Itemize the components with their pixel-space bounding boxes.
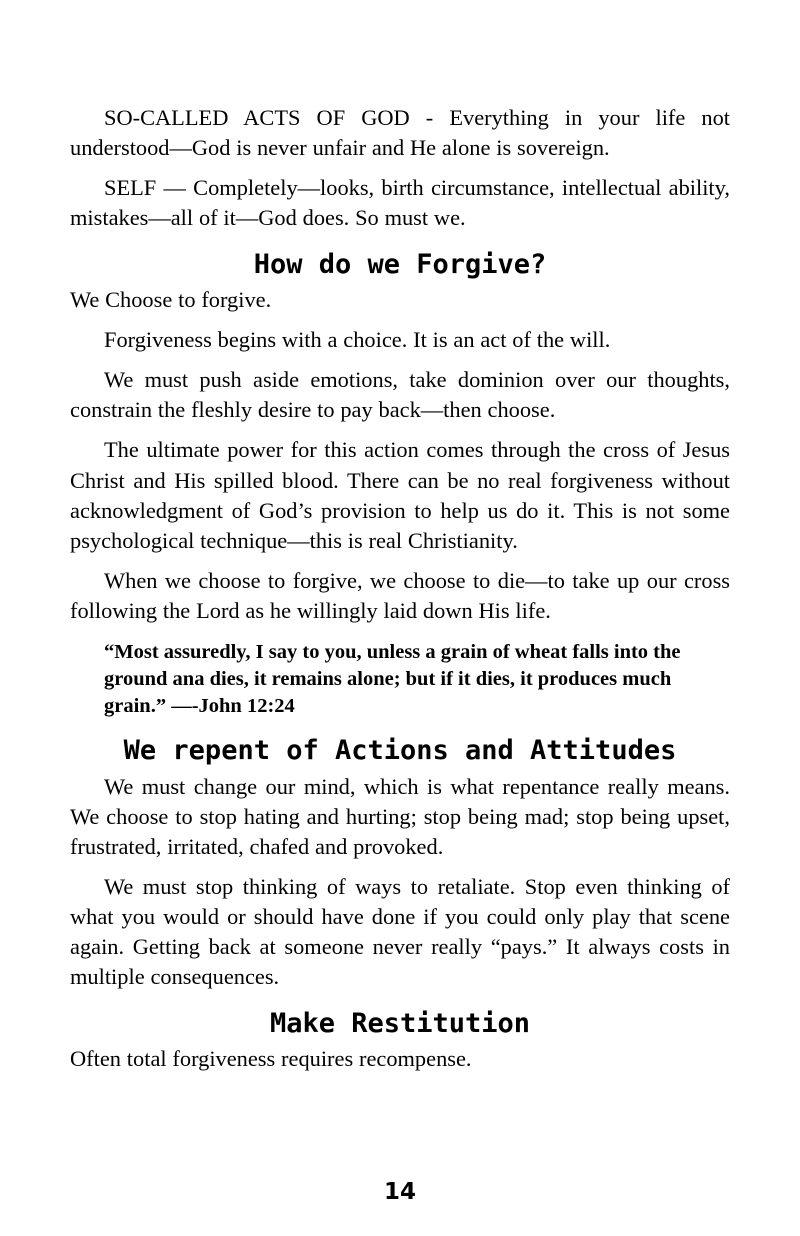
blockquote-john-12-24: “Most assuredly, I say to you, unless a grain of wheat falls into the ground ana dies, it remains alone; but if it dies, it produces much grain.” —-John 12:24 — [104, 641, 681, 718]
paragraph-when-we-choose: When we choose to forgive, we choose to die—to take up our cross following the Lord as he willingly laid down His life. — [70, 567, 730, 624]
paragraph-acts-of-god: SO-CALLED ACTS OF GOD - Everything in your life not understood—God is never unfair and He alone is sovereign. — [70, 105, 730, 161]
heading-spacer — [70, 993, 730, 1008]
heading-spacer — [70, 720, 730, 735]
paragraph-ultimate-power: The ultimate power for this action comes through the cross of Jesus Christ and His spilled blood. There can be no real forgiveness without acknowledgment of God’s provision to help us do it. This is not some psychological technique—this is real Christianity. — [70, 437, 730, 553]
paragraph-spacer — [70, 163, 730, 173]
paragraph-spacer — [70, 862, 730, 872]
heading-spacer — [70, 234, 730, 249]
paragraph-spacer — [70, 355, 730, 365]
paragraph-we-choose: We Choose to forgive. — [70, 286, 272, 312]
page-number: 14 — [383, 1179, 416, 1205]
heading-make-restitution: Make Restitution — [269, 1007, 531, 1039]
paragraph-spacer — [70, 315, 730, 325]
paragraph-spacer — [70, 425, 730, 435]
quote-spacer — [70, 626, 730, 639]
paragraph-often-total-forgiveness: Often total forgiveness requires recompense. — [70, 1045, 472, 1071]
heading-how-do-we-forgive: How do we Forgive? — [253, 248, 547, 280]
paragraph-self: SELF — Completely—looks, birth circumstance, intellectual ability, mistakes—all of it—God does. So must we. — [70, 175, 730, 231]
paragraph-stop-thinking-retaliate: We must stop thinking of ways to retaliate. Stop even thinking of what you would or should have done if you could only play that scene again. Getting back at someone never really “pays.” It always costs in multiple consequences. — [70, 874, 730, 990]
heading-we-repent-of-actions-and-attitudes: We repent of Actions and Attitudes — [123, 735, 677, 767]
page-text-column — [70, 103, 730, 1074]
paragraph-push-aside-emotions: We must push aside emotions, take dominion over our thoughts, constrain the fleshly desire to pay back—then choose. — [70, 367, 730, 423]
paragraph-change-our-mind: We must change our mind, which is what repentance really means. We choose to stop hating and hurting; stop being mad; stop being upset, frustrated, irritated, chafed and provoked. — [70, 773, 730, 859]
paragraph-spacer — [70, 556, 730, 566]
paragraph-forgiveness-begins: Forgiveness begins with a choice. It is an act of the will. — [104, 327, 611, 353]
